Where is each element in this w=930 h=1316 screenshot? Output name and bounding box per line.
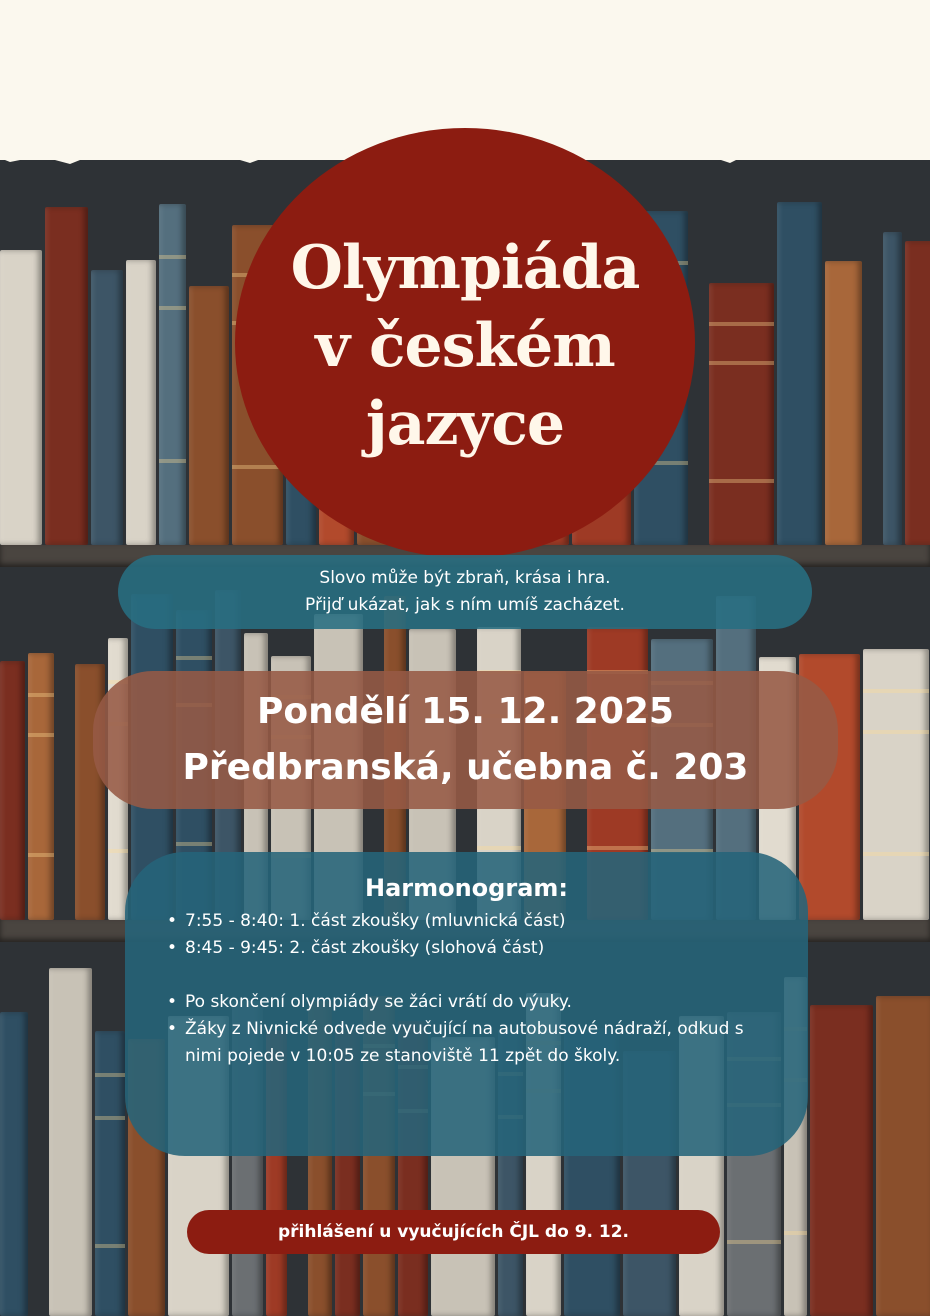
book-band: [784, 1231, 807, 1235]
book-spine: [883, 232, 902, 545]
book-spine: [45, 207, 88, 545]
book-band: [159, 459, 186, 463]
title-circle: [235, 128, 695, 558]
book-spine: [876, 996, 930, 1316]
book-band: [159, 306, 186, 310]
schedule-title: Harmonogram:: [364, 874, 568, 902]
book-spine: [49, 968, 92, 1316]
date-location-banner: [93, 671, 838, 809]
notes-list: [125, 989, 808, 1070]
book-band: [863, 852, 929, 856]
book-band: [95, 1073, 125, 1077]
tagline-line: Přijď ukázat, jak s ním umíš zacházet.: [305, 595, 625, 615]
book-band: [28, 853, 54, 857]
book-spine: [825, 261, 862, 545]
book-spine: [189, 286, 229, 545]
signup-text: přihlášení u vyučujících ČJL do 9. 12.: [277, 1222, 630, 1242]
book-spine: [0, 250, 42, 545]
tagline-banner: [118, 555, 812, 629]
book-spine: [95, 1031, 125, 1316]
book-spine: [0, 1012, 28, 1316]
book-spine: [777, 202, 822, 545]
book-spine: [159, 204, 186, 545]
book-spine: [28, 653, 54, 920]
book-band: [477, 846, 521, 850]
book-spine: [863, 649, 929, 920]
title-line: jazyce: [365, 389, 565, 459]
signup-banner: [187, 1210, 720, 1254]
book-band: [709, 479, 774, 483]
book-band: [28, 693, 54, 697]
book-band: [28, 733, 54, 737]
schedule-list: [125, 908, 808, 962]
book-spine: [810, 1005, 873, 1316]
schedule-panel: [125, 852, 808, 1156]
poster-title: [291, 223, 640, 463]
book-band: [95, 1116, 125, 1120]
note-item: • Žáky z Nivnické odvede vyučující na autobusové nádraží, odkud s nimi pojede v 10:05 ze stanoviště 11 zpět do školy.: [167, 1016, 778, 1070]
book-spine: [126, 260, 156, 545]
book-band: [863, 689, 929, 693]
book-band: [176, 656, 212, 660]
book-band: [587, 846, 648, 850]
book-spine: [91, 270, 123, 545]
book-band: [709, 322, 774, 326]
book-spine: [0, 661, 25, 920]
book-band: [727, 1240, 781, 1244]
event-date: Pondělí 15. 12. 2025: [257, 691, 674, 732]
tagline-line: Slovo může být zbraň, krása i hra.: [319, 568, 611, 588]
book-band: [176, 842, 212, 846]
book-band: [95, 1244, 125, 1248]
book-band: [159, 255, 186, 259]
book-band: [108, 849, 128, 853]
book-spine: [905, 241, 930, 545]
book-spine: [709, 283, 774, 545]
book-band: [863, 730, 929, 734]
title-line: Olympiáda: [290, 233, 640, 303]
title-line: v českém: [315, 311, 615, 381]
spacer: [125, 962, 808, 989]
note-item: • Po skončení olympiády se žáci vrátí do výuky.: [167, 989, 778, 1016]
book-band: [709, 361, 774, 365]
schedule-item: • 7:55 - 8:40: 1. část zkoušky (mluvnická část): [167, 908, 778, 935]
schedule-item: • 8:45 - 9:45: 2. část zkoušky (slohová část): [167, 935, 778, 962]
event-location: Předbranská, učebna č. 203: [182, 747, 749, 788]
